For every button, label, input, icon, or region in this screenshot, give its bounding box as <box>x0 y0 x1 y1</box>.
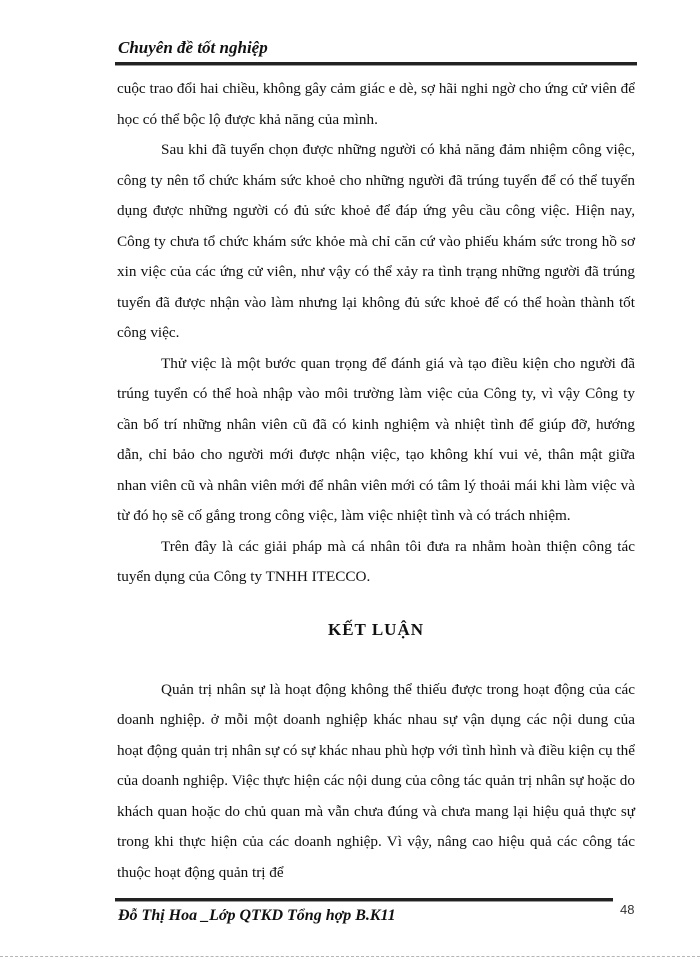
paragraph-conclusion: Quản trị nhân sự là hoạt động không thể thiếu được trong hoạt động của các doanh nghiệp. ở mỗi một doanh nghiệp khác nhau sự vận dụng các nội dung của hoạt động quản trị nhân sự có sự khác nhau phù hợp với tình hình và điều kiện cụ thể của doanh nghiệp. Việc thực hiện các nội dung của công tác quản trị nhân sự hoặc do khách quan hoặc do chủ quan mà vẫn chưa đúng và chưa mang lại hiệu quả thực sự trong khi thực hiện của các doanh nghiệp. Vì vậy, nâng cao hiệu quả các công tác thuộc hoạt động quản trị để <box>117 680 636 881</box>
document-body <box>117 74 635 888</box>
footer-divider <box>115 898 613 902</box>
header-divider <box>115 62 637 66</box>
footer-author: Đỗ Thị Hoa _Lớp QTKD Tổng hợp B.K11 <box>118 907 396 924</box>
page-bottom-dashed-line <box>0 956 700 957</box>
section-heading-conclusion: KẾT LUẬN <box>327 619 424 639</box>
paragraph-summary: Trên đây là các giải pháp mà cá nhân tôi đưa ra nhằm hoàn thiện công tác tuyển dụng của Công ty TNHH ITECCO. <box>117 537 635 585</box>
paragraph-continuation: cuộc trao đổi hai chiều, không gây cảm giác e dè, sợ hãi nghi ngờ cho ứng cử viên để học có thể bộc lộ được khả năng của mình. <box>117 80 635 128</box>
document-header-title: Chuyên đề tốt nghiệp <box>118 38 268 57</box>
page-number: 48 <box>620 902 635 917</box>
paragraph-probation: Thử việc là một bước quan trọng để đánh giá và tạo điều kiện cho người đã trúng tuyển có thể hoà nhập vào môi trường làm việc của Công ty, vì vậy Công ty cần bố trí những nhân viên cũ đã có kinh nghiệm và nhiệt tình để giúp đỡ, hướng dẫn, chỉ bảo cho người mới được nhận việc, tạo không khí vui vẻ, thân mật giữa nhan viên cũ và nhân viên mới để nhân viên mới có tâm lý thoải mái khi làm việc và từ đó họ sẽ cố gắng trong công việc, làm việc nhiệt tình và có trách nhiệm. <box>117 354 635 524</box>
paragraph-health-check: Sau khi đã tuyển chọn được những người có khả năng đảm nhiệm công việc, công ty nên tổ chức khám sức khoẻ cho những người đã trúng tuyển để có thể tuyển dụng được những người có đủ sức khoẻ để đáp ứng yêu cầu công việc. Hiện nay, Công ty chưa tổ chức khám sức khỏe mà chỉ căn cứ vào phiếu khám sức trong hồ sơ xin việc của các ứng cử viên, như vậy có thể xảy ra tình trạng những người đã trúng tuyển đã được nhận vào làm nhưng lại không đủ sức khoẻ để có thể hoàn thành tốt công việc. <box>117 141 635 341</box>
